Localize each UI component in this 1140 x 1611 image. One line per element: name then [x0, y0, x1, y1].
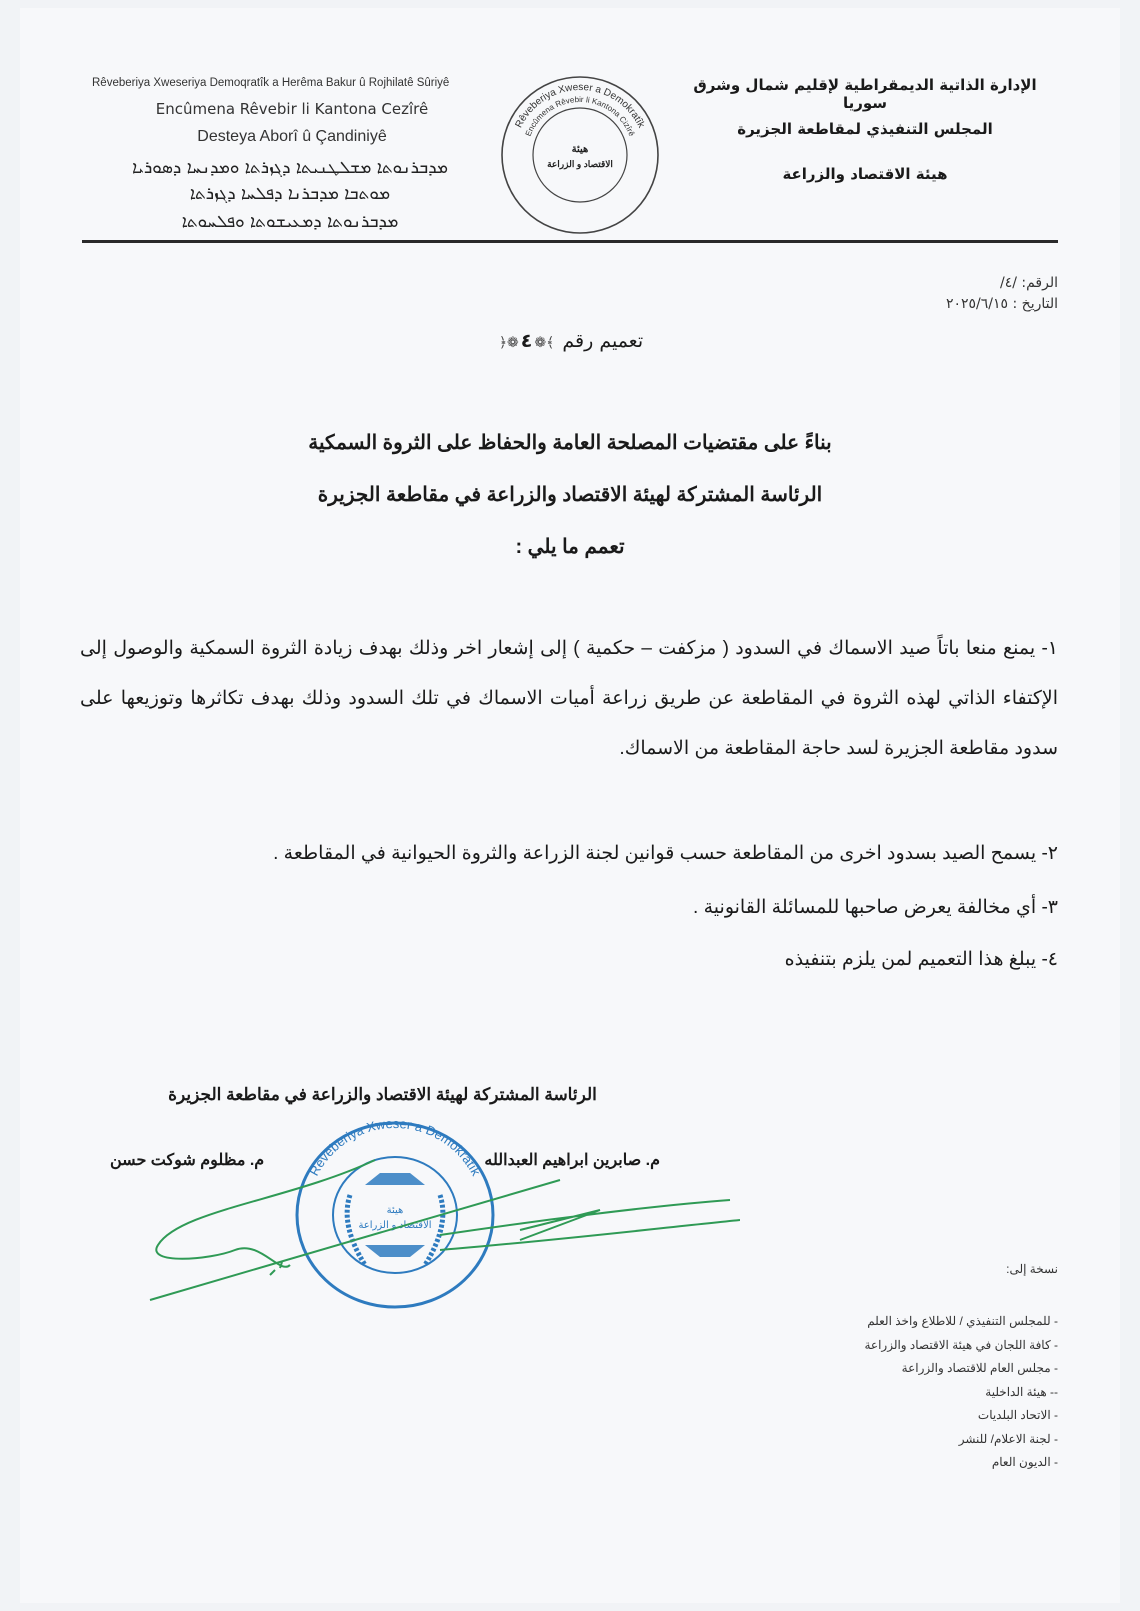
cc-recipient: - الديون العام: [991, 1455, 1058, 1469]
list-item: [273, 842, 1058, 865]
list-item: [785, 948, 1058, 971]
circular-title: [0, 330, 1140, 352]
intro-line1: بناءً على مقتضيات المصلحة العامة والحفاظ على الثروة السمكية: [308, 432, 832, 454]
item-number: ٤-: [1041, 949, 1058, 970]
handwritten-signature-icon: [140, 1140, 740, 1310]
signatory-right: م. صابرين ابراهيم العبدالله: [484, 1152, 660, 1169]
document-date-value: ٢٠٢٥/٦/١٥: [945, 296, 1009, 312]
signatory-left: م. مظلوم شوكت حسن: [110, 1152, 265, 1169]
item-number: ٢-: [1041, 843, 1058, 864]
header-left-line2: Encûmena Rêvebir li Kantona Cezîrê: [155, 100, 429, 118]
seal-center-line1: هيئة: [571, 144, 589, 155]
item-text: يبلغ هذا التعميم لمن يلزم بتنفيذه: [784, 949, 1037, 970]
header-right-line3: هيئة الاقتصاد والزراعة: [782, 165, 948, 183]
reference-number-value: /٤/: [999, 275, 1017, 291]
intro-line2: الرئاسة المشتركة لهيئة الاقتصاد والزراعة في مقاطعة الجزيرة: [317, 484, 823, 506]
cc-recipient: - مجلس العام للاقتصاد والزراعة: [901, 1361, 1058, 1375]
header-syriac-line3: ܡܕܒܪܢܘܬܐ ܕܡܥܝܫܘܬܐ ܘܦܠܚܘܬܐ: [181, 212, 399, 232]
cc-recipient: - للمجلس التنفيذي / للاطلاع واخذ العلم: [867, 1314, 1058, 1328]
list-item: [80, 624, 1058, 774]
document-date: [946, 296, 1058, 312]
seal-center-line2: الاقتصاد و الزراعة: [547, 159, 613, 169]
seal-ring-text: Rêveberiya Xweser a Demokratîk: [513, 81, 647, 130]
item-text: أي مخالفة يعرض صاحبها للمسائلة القانونية .: [693, 897, 1037, 918]
item-text: يسمح الصيد بسدود اخرى من المقاطعة حسب قوانين لجنة الزراعة والثروة الحيوانية في المقاطعة .: [273, 843, 1037, 864]
seal-inner-ring-text: Encûmena Rêvebir li Kantona Cizîrê: [523, 94, 637, 138]
document-date-label: التاريخ :: [1012, 296, 1058, 312]
seal-center-line1: هيئة: [386, 1205, 404, 1216]
circular-title-prefix: تعميم رقم: [562, 330, 644, 352]
seal-center-line2: الاقتصاد و الزراعة: [358, 1220, 432, 1231]
reference-number-label: الرقم:: [1021, 275, 1058, 291]
ornament-icon: ❁﴿: [498, 335, 519, 351]
ornament-icon: ﴾❁: [534, 335, 555, 351]
item-number: ٣-: [1041, 897, 1058, 918]
cc-recipient: - لجنة الاعلام/ للنشر: [958, 1431, 1058, 1446]
reference-number: [1000, 275, 1058, 291]
header-seal-icon: [495, 70, 665, 240]
cc-recipient: - كافة اللجان في هيئة الاقتصاد والزراعة: [864, 1337, 1058, 1352]
header-right-line2: المجلس التنفيذي لمقاطعة الجزيرة: [737, 120, 993, 138]
circular-number: ٤: [520, 330, 533, 352]
list-item: [693, 896, 1058, 919]
header-left-line1: Rêveberiya Xweseriya Demoqratîk a Herêma Bakur û Rojhilatê Sûriyê: [92, 77, 450, 89]
item-number: ١-: [1041, 638, 1059, 659]
header-left-line3: Desteya Aborî û Çandiniyê: [197, 128, 387, 145]
seal-ring-text: Rêveberiya Xweser a Demokratîk: [306, 1115, 484, 1179]
signature-title: الرئاسة المشتركة لهيئة الاقتصاد والزراعة في مقاطعة الجزيرة: [168, 1085, 597, 1104]
header-syriac-line2: ܡܘܬܒܐ ܡܕܒܪܢܐ ܕܦܠܚܐ ܕܓܙܪܬܐ: [189, 184, 391, 204]
cc-recipient: - الاتحاد البلديات: [977, 1408, 1058, 1422]
header-right-line1: الإدارة الذاتية الديمقراطية لإقليم شمال وشرق سوريا: [693, 76, 1037, 112]
cc-title: نسخة إلى:: [1006, 1262, 1058, 1276]
cc-recipient-list: [864, 1310, 1058, 1475]
item-text: يمنع منعا باتاً صيد الاسماك في السدود ( مزكفت – حكمية ) إلى إشعار اخر وذلك بهدف زيادة الثروة السمكية والوصول إلى الإكتفاء الذاتي لهذه الثروة في المقاطعة عن طريق زراعة أميات الاسماك في تلك السدود وذلك بهدف تكاثرها وتوزيعها على سدود مقاطعة الجزيرة لسد حاجة المقاطعة من الاسماك.: [80, 638, 1058, 759]
intro-line3: تعمم ما يلي :: [515, 536, 625, 558]
cc-recipient: -- هيئة الداخلية: [985, 1384, 1058, 1399]
header-syriac-line1: ܡܕܒܪܢܘܬܐ ܡܫܠܛܢܝܬܐ ܕܓܙܪܬܐ ܘܡܕܢܚܐ ܕܣܘܪܝܐ: [132, 158, 448, 178]
header-divider: [82, 240, 1058, 243]
